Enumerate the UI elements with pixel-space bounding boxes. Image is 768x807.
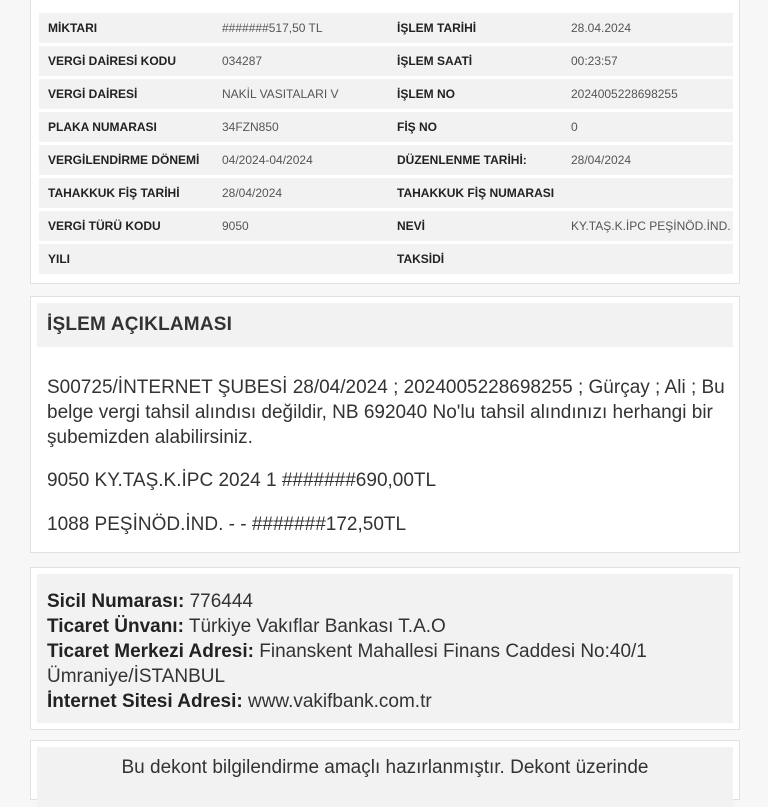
description-text: S00725/İNTERNET ŞUBESİ 28/04/2024 ; 2024005228698255 ; Gürçay ; Ali ; Bu belge vergi tahsil alındısı değildir, NB 692040 No'lu tahsil alındınızı herhangi bir şubemizden alabilirsiniz. xyxy=(47,377,725,448)
detail-label: FİŞ NO xyxy=(397,120,438,134)
detail-value: 2024005228698255 xyxy=(571,87,678,101)
detail-label: İŞLEM NO xyxy=(397,87,456,101)
trade-title xyxy=(47,614,727,639)
website-address xyxy=(47,689,727,714)
registry-number xyxy=(47,589,727,614)
description-tax-line: 1088 PEŞİNÖD.İND. - - #######172,50TL xyxy=(47,514,407,535)
detail-label: İŞLEM SAATİ xyxy=(397,54,473,68)
detail-label: VERGİ DAİRESİ xyxy=(48,87,138,101)
detail-value: KY.TAŞ.K.İPC PEŞİNÖD.İND. xyxy=(571,219,731,233)
company-info-card xyxy=(30,567,740,730)
detail-value: 28/04/2024 xyxy=(222,186,283,200)
website-address-label: İnternet Sitesi Adresi: xyxy=(47,691,243,712)
detail-value: 0 xyxy=(571,120,578,134)
company-info-panel xyxy=(37,574,733,723)
headquarters-address-value: Finanskent Mahallesi Finans Caddesi No:40/1 Ümraniye/İSTANBUL xyxy=(47,641,647,687)
description-tax-line: 9050 KY.TAŞ.K.İPC 2024 1 #######690,00TL xyxy=(47,470,437,491)
detail-value: 00:23:57 xyxy=(571,54,618,68)
detail-label: DÜZENLENME TARİHİ: xyxy=(397,153,527,167)
detail-row xyxy=(39,178,733,208)
headquarters-address-label: Ticaret Merkezi Adresi: xyxy=(47,641,254,662)
trade-title-value: Türkiye Vakıflar Bankası T.A.O xyxy=(188,616,446,637)
notice-panel xyxy=(37,747,733,807)
registry-number-value: 776444 xyxy=(189,591,253,612)
transaction-description-card xyxy=(30,296,740,553)
detail-value: #######517,50 TL xyxy=(222,21,323,35)
detail-label: VERGİ TÜRÜ KODU xyxy=(48,219,161,233)
detail-row xyxy=(39,211,733,241)
notice-text: Bu dekont bilgilendirme amaçlı hazırlanmıştır. Dekont üzerinde xyxy=(121,757,649,778)
detail-value: NAKİL VASITALARI V xyxy=(222,87,339,101)
detail-label: İŞLEM TARİHİ xyxy=(397,21,477,35)
detail-row xyxy=(39,112,733,142)
detail-label: PLAKA NUMARASI xyxy=(48,120,157,134)
registry-number-label: Sicil Numarası: xyxy=(47,591,185,612)
detail-value: 034287 xyxy=(222,54,263,68)
detail-value: 28/04/2024 xyxy=(571,153,632,167)
detail-row xyxy=(39,46,733,76)
detail-row xyxy=(39,145,733,175)
detail-value: 34FZN850 xyxy=(222,120,279,134)
description-title: İŞLEM AÇIKLAMASI xyxy=(47,314,233,335)
detail-label: TAHAKKUK FİŞ TARİHİ xyxy=(48,186,180,200)
detail-label: NEVİ xyxy=(397,219,426,233)
trade-title-label: Ticaret Ünvanı: xyxy=(47,616,184,637)
detail-label: VERGİLENDİRME DÖNEMİ xyxy=(48,153,200,167)
detail-label: TAKSİDİ xyxy=(397,252,445,266)
detail-value: 04/2024-04/2024 xyxy=(222,153,313,167)
detail-label: YILI xyxy=(48,252,71,266)
detail-row xyxy=(39,244,733,274)
detail-label: MİKTARI xyxy=(48,21,98,35)
detail-row xyxy=(39,13,733,43)
description-header xyxy=(37,303,733,347)
detail-row xyxy=(39,79,733,109)
website-address-value: www.vakifbank.com.tr xyxy=(247,691,432,712)
transaction-details-card xyxy=(30,0,740,284)
headquarters-address xyxy=(47,639,727,689)
detail-value: 28.04.2024 xyxy=(571,21,632,35)
detail-value: 9050 xyxy=(222,219,249,233)
notice-card xyxy=(30,740,740,800)
detail-label: TAHAKKUK FİŞ NUMARASI xyxy=(397,186,555,200)
detail-label: VERGİ DAİRESİ KODU xyxy=(48,54,177,68)
